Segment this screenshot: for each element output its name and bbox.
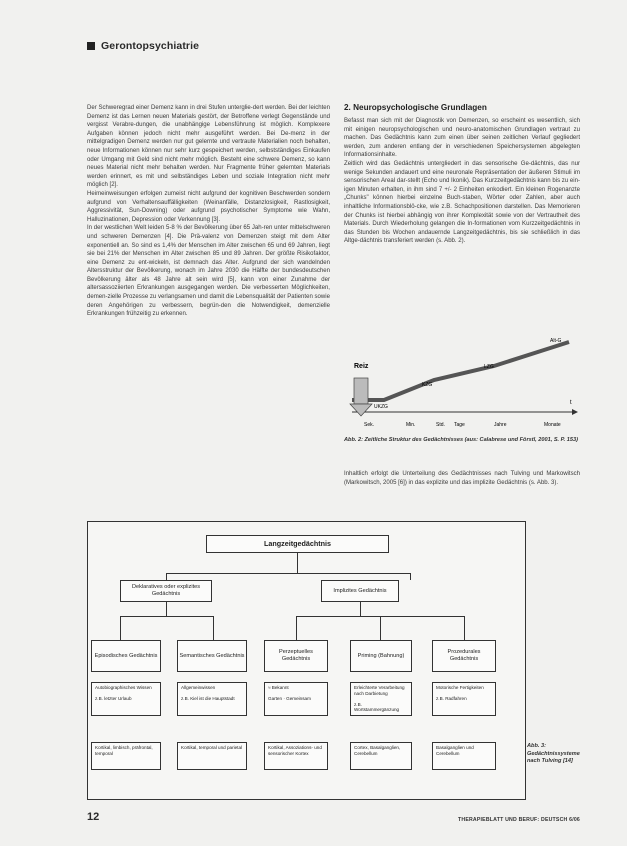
paragraph: Zeitlich wird das Gedächtnis untergliedert in das sensorische Ge-dächtnis, das nur wenige Sekunden andauert und eine neuronale Repräsentation der äußeren Stimuli im sensorischen Areal dar-stellt (Echo und Ikonik). Das Kurzzeitgedächtnis kann bis zu ein-igen Minuten erhalten, in ihm sind 7 +/- 2 Einheiten enkodiert. Ein kleinen Rogenanzte „Chunks" können hierbei einzelne Buch-staben, Wörter oder Zahlen, aber auch inhaltliche Informationsblö-cke, wie z.B. Schachpositionen darstellen. Das Memorieren der Chunks ist hierbei abhängig von ihrer Komplexität sowie von der Vertrautheit des Materials. Durch Wiederholung gelangen die In-formationen vom Kurzzeitgedächtnis in das Stunden bis Wochen andauernde Langzeitgedächtnis, bis sie schließlich in das Altge-dächtnis transferiert werden (s. Abb. 2). xyxy=(344,160,580,245)
system-node: Priming (Bahnung) xyxy=(350,640,412,672)
region-box: Kortikal, limbisch, präfrontal, temporal xyxy=(91,742,161,770)
section-marker xyxy=(87,42,95,50)
figure3-caption: Abb. 3: Gedächtnissysteme nach Tulving [14] xyxy=(527,743,580,765)
tick-label: Tage xyxy=(454,422,465,428)
paragraph: Der Schweregrad einer Demenz kann in drei Stufen unterglie-dert werden. Bei der leichten Demenz ist das Lernen neuen Materials gestört, der Betroffene verlegt Gegenstände und vergisst Verabre-dungen, die unabhängige Lebensführung ist möglich. Komplexere Aufgaben können jedoch nicht mehr ausgeführt werden. Bei De-menz in der mittelgradigen Demenz werden nur gut gelernte und vertraute Materialien noch behalten, neue Informationen können nur sehr kurz gespeichert werden, selbstständiges Einkaufen oder Umgang mit Geld sind nicht mehr möglich. Besteht eine schwere Demenz, so kann neues Material nicht mehr behalten werden. Nur Fragmente früher gelernten Materials werden erinnert, es mit und selbständiges Leben und soziale Integration nicht mehr möglich [2]. xyxy=(87,105,330,189)
page-header xyxy=(87,40,199,52)
page-header-title: Gerontopsychiatrie xyxy=(101,40,200,52)
tick-label: Min. xyxy=(406,422,416,428)
memory-curve xyxy=(352,342,569,400)
tick-label: Jahre xyxy=(494,422,507,428)
example-box: ≈ Bekannt Garten · Gemeinsam xyxy=(264,682,328,716)
connector xyxy=(297,553,298,573)
connector xyxy=(296,616,297,640)
example-box: Autobiographisches Wissen z.B. letzter Urlaub xyxy=(91,682,161,716)
connector xyxy=(213,616,214,640)
paragraph: Heimeinweisungen erfolgen zumeist nicht aufgrund der kognitiven Beschwerden sondern aufgrund von Verhaltensauffälligkeiten (Weinanfälle, Distanzlosigkeit, Rastlosigkeit, Aggressivität, Sun-Downing) oder aufgrund psychotischer Symptome wie Wahn, Halluzinationen, Depression oder Verkennung [3]. xyxy=(87,190,330,223)
connector xyxy=(166,573,167,580)
implicit-node: Implizites Gedächtnis xyxy=(321,580,399,602)
alt-g-label: Alt-G xyxy=(550,338,562,344)
region-box: Kortikal, Assoziations- und sensorischer Kortex xyxy=(264,742,328,770)
axis-arrowhead xyxy=(572,409,578,415)
connector xyxy=(360,602,361,616)
figure-memory-systems xyxy=(87,521,526,800)
connector xyxy=(410,573,411,580)
reiz-label: Reiz xyxy=(354,363,369,370)
tick-label: Monate xyxy=(544,422,561,428)
stimulus-arrowhead xyxy=(350,404,372,416)
tick-label: Std. xyxy=(436,422,445,428)
system-node: Perzeptuelles Gedächtnis xyxy=(264,640,328,672)
page-number: 12 xyxy=(87,811,100,823)
system-node: Episodisches Gedächtnis xyxy=(91,640,161,672)
example-box: Erleichterte Verarbeitung nach Darbietung z.B. Wortstammergänzung xyxy=(350,682,412,716)
declarative-node: Deklaratives oder explizites Gedächtnis xyxy=(120,580,212,602)
section-heading: 2. Neuropsychologische Grundlagen xyxy=(344,103,487,112)
root-node: Langzeitgedächtnis xyxy=(206,535,389,553)
system-node: Semantisches Gedächtnis xyxy=(177,640,247,672)
magazine-footer: THERAPIEBLATT UND BERUF: DEUTSCH 6/06 xyxy=(458,817,581,823)
right-column-top xyxy=(344,117,580,246)
ukzg-label: UKZG xyxy=(374,404,388,410)
figure2-caption: Abb. 2: Zeitliche Struktur des Gedächtnisses (aus: Calabrese und Förstl, 2001, S. P. 153) xyxy=(344,437,578,443)
paragraph: In der westlichen Welt leiden 5-8 % der Bevölkerung über 65 Jah-ren unter mittelschweren und schweren Demenzen [4]. Die Prä-valenz von Demenzen steigt mit dem Alter exponentiell an. So sind es 1,4% der Menschen im Alter zwischen 65 und 69 Jahren, liegt sie bei 21% der Menschen im Alter zwischen 85 und 89 Jahren. Der größte Risikofaktor, eine Demenz zu ent-wickeln, ist demnach das Alter. Aufgrund der sich wandelnden Altersstruktur der Bevölkerung, wonach im Jahre 2030 die Hälfte der bundesdeutschen Bevölkerung älter als 48 Jahre alt sein wird [5], kann von einer Zunahme der altersassoziierten Erkrankungen ausgegangen werden. Die verbesserten Möglichkeiten, demen-zielle Prozesse zu verlangsamen und damit die Lebensqualität der Patienten sowie deren Angehörigen zu verbessern, begrün-den die Notwendigkeit, demenzielle Erkrankungen frühzeitig zu erkennen. xyxy=(87,225,330,318)
region-box: Basalganglien und Cerebellum xyxy=(432,742,496,770)
connector xyxy=(120,616,121,640)
region-box: Cortex, Basalganglien, Cerebellum xyxy=(350,742,412,770)
connector xyxy=(166,573,410,574)
left-column xyxy=(87,104,330,319)
lzg-label: LZG xyxy=(484,364,494,370)
kzg-label: KZG xyxy=(422,382,433,388)
right-column-bottom: Inhaltlich erfolgt die Unterteilung des Gedächtnisses nach Tulving und Markowitsch (Markowitsch, 2005 [6]) in das explizite und das implizite Gedächtnis (s. Abb. 3). xyxy=(344,471,580,486)
tick-label: Sek. xyxy=(364,422,375,428)
paragraph: Befasst man sich mit der Diagnostik von Demenzen, so erscheint es wesentlich, sich mit einigen neuropsychologischen und neuro-anatomischen Grundlagen vertraut zu machen. Das Gedächtnis kann zum einen über seinen zeitlichen Verlauf gegliedert werden, zum anderen entlang der in verschiedenen Speichersystemen abgelegten Informationsinhalte. xyxy=(344,118,580,159)
connector xyxy=(464,616,465,640)
connector xyxy=(120,616,213,617)
system-node: Prozedurales Gedächtnis xyxy=(432,640,496,672)
example-box: Motorische Fertigkeiten z.B. Radfahren xyxy=(432,682,496,716)
stimulus-arrow xyxy=(354,378,368,404)
example-box: Allgemeinwissen z.B. Kiel ist die Hauptstadt xyxy=(177,682,247,716)
connector xyxy=(166,602,167,616)
t-label: t xyxy=(570,400,572,406)
figure-memory-timeline xyxy=(344,330,580,435)
connector xyxy=(380,616,381,640)
region-box: Kortikal, temporal und parietal xyxy=(177,742,247,770)
